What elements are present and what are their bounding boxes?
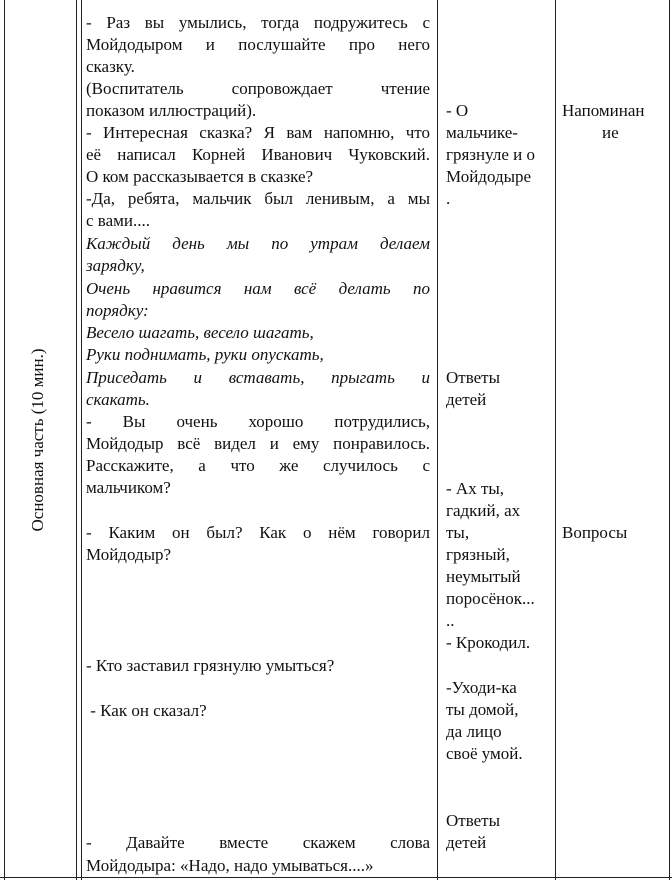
children-line: ты, — [446, 523, 470, 542]
children-line: грязный, — [446, 545, 510, 564]
table-border-bottom — [0, 877, 672, 878]
poem-line: Каждый день мы по утрам делаем — [86, 234, 430, 253]
children-line: мальчике- — [446, 123, 518, 142]
children-line: Ответы — [446, 811, 501, 830]
teacher-line: её написал Корней Иванович Чуковский. — [86, 145, 430, 164]
poem-line: порядку: — [86, 301, 149, 320]
poem-line: скакать. — [86, 390, 150, 409]
teacher-line: - Каким он был? Как о нём говорил — [86, 523, 430, 542]
teacher-line: - Давайте вместе скажем слова — [86, 833, 430, 852]
method-line: Напоминан — [562, 101, 645, 120]
stage-label: Основная часть (10 мин.) — [28, 348, 47, 532]
teacher-line: - Как он сказал? — [86, 701, 207, 720]
teacher-line: Мойдодыра: «Надо, надо умываться....» — [86, 856, 374, 875]
children-line: своё умой. — [446, 744, 523, 763]
teacher-line: показом иллюстраций). — [86, 101, 257, 120]
method-line: Вопросы — [562, 523, 628, 542]
poem-line: Весело шагать, весело шагать, — [86, 323, 314, 342]
children-line: -Уходи-ка — [446, 678, 517, 697]
children-line: .. — [446, 611, 455, 630]
teacher-line: О ком рассказывается в сказке? — [86, 167, 314, 186]
children-line: Ответы — [446, 368, 501, 387]
method-line: ие — [602, 123, 619, 142]
children-line: - Ах ты, — [446, 479, 505, 498]
teacher-line: - Раз вы умылись, тогда подружитесь с — [86, 13, 430, 32]
children-line: - Крокодил. — [446, 633, 531, 652]
column-divider — [81, 0, 82, 880]
teacher-line: - Интересная сказка? Я вам напомню, что — [86, 123, 430, 142]
children-line: детей — [446, 390, 487, 409]
children-line: неумытый — [446, 567, 521, 586]
children-line: да лицо — [446, 722, 502, 741]
teacher-line: Расскажите, а что же случилось с — [86, 456, 430, 475]
children-line: . — [446, 189, 451, 208]
teacher-line: - Кто заставил грязнулю умыться? — [86, 656, 335, 675]
teacher-line: Мойдодыр? — [86, 545, 172, 564]
children-line: детей — [446, 833, 487, 852]
teacher-line: сказку. — [86, 57, 135, 76]
children-line: поросёнок... — [446, 589, 535, 608]
teacher-line: Мойдодыром и послушайте про него — [86, 35, 430, 54]
stage-cell — [4, 0, 72, 880]
children-line: гадкий, ах — [446, 501, 521, 520]
teacher-line: мальчиком? — [86, 478, 171, 497]
poem-line: Приседать и вставать, прыгать и — [86, 368, 430, 387]
children-line: - О — [446, 101, 469, 120]
children-line: грязнуле и о — [446, 145, 535, 164]
teacher-line: - Вы очень хорошо потрудились, — [86, 412, 430, 431]
poem-line: зарядку, — [86, 256, 145, 275]
poem-line: Очень нравится нам всё делать по — [86, 279, 430, 298]
teacher-line: -Да, ребята, мальчик был ленивым, а мы — [86, 189, 430, 208]
column-divider — [76, 0, 77, 880]
teacher-line: с вами.... — [86, 211, 150, 230]
children-line: Мойдодыре — [446, 167, 532, 186]
table-border-right — [669, 0, 670, 880]
children-line: ты домой, — [446, 700, 519, 719]
column-divider — [437, 0, 438, 880]
column-divider — [555, 0, 556, 880]
teacher-line: Мойдодыр всё видел и ему понравилось. — [86, 434, 430, 453]
teacher-line: (Воспитатель сопровождает чтение — [86, 79, 430, 98]
poem-line: Руки поднимать, руки опускать, — [86, 345, 324, 364]
